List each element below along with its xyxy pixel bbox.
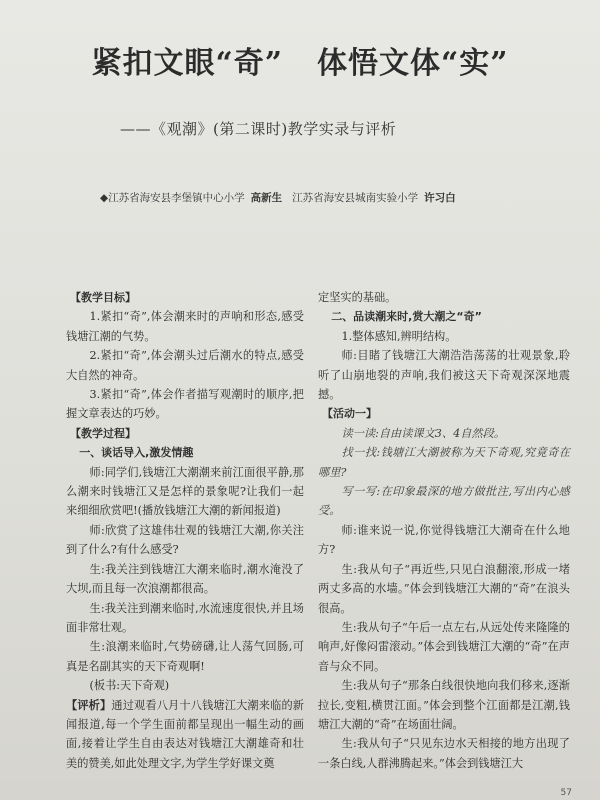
task-read: 读一读:自由读课文3、4自然段。 [341, 426, 505, 440]
page-number: 57 [560, 788, 572, 798]
paragraph: 师:目睹了钱塘江大潮浩浩荡荡的壮观景象,聆听了山崩地裂的声响,我们被这天下奇观深深地震撼。 [318, 349, 570, 402]
task-write: 写一写:在印象最深的地方做批注,写出内心感受。 [318, 485, 570, 518]
paragraph: 生:浪潮来临时,气势磅礴,让人荡气回肠,可真是名副其实的天下奇观啊! [66, 640, 304, 673]
paragraph: 师:欣赏了这雄伟壮观的钱塘江大潮,你关注到了什么?有什么感受? [66, 523, 304, 557]
goal-3: 3.紧扣“奇”,体会作者描写观潮时的顺序,把握文章表达的巧妙。 [66, 388, 304, 421]
author-school-2: 江苏省海安县城南实验小学 [292, 192, 419, 204]
board-note: (板书:天下奇观) [89, 679, 170, 693]
paragraph: 师:同学们,钱塘江大潮潮来前江面很平静,那么潮来时钱塘江又是怎样的景象呢?让我们一起来细细欣赏吧!(播放钱塘江大潮的新闻报道) [66, 465, 304, 518]
section-1-heading: 一、谈话导入,激发情趣 [79, 446, 194, 460]
step-1: 1.整体感知,辨明结构。 [341, 329, 457, 343]
goals-heading: 【教学目标】 [70, 291, 136, 304]
process-heading: 【教学过程】 [70, 426, 136, 440]
paragraph: 生:我从句子“那条白线很快地向我们移来,逐渐拉长,变粗,横贯江面。”体会到整个江面都是江潮,钱塘江大潮的“奇”在场面壮阔。 [318, 679, 570, 731]
left-column [66, 288, 304, 773]
paragraph: 生:我关注到钱塘江大潮来临时,潮水淹没了大坝,而且每一次浪潮都很高。 [66, 562, 304, 596]
author-name-2: 许习白 [424, 192, 456, 204]
author-line [100, 190, 570, 205]
task-find: 找一找:钱塘江大潮被称为天下奇观,究竟奇在哪里? [318, 446, 570, 479]
author-school-1: ◆江苏省海安县李堡镇中心小学 [100, 192, 245, 204]
section-2-heading: 二、品读潮来时,赏大潮之“奇” [331, 310, 482, 324]
paragraph: 定坚实的基础。 [318, 291, 397, 304]
right-column [318, 288, 570, 773]
paragraph: 生:我关注到潮来临时,水流速度很快,并且场面非常壮观。 [66, 601, 304, 634]
article-title [0, 38, 600, 82]
paragraph: 生:我从句子“只见东边水天相接的地方出现了一条白线,人群沸腾起来。”体会到钱塘江大 [318, 737, 570, 770]
goal-2: 2.紧扣“奇”,体会潮头过后潮水的特点,感受大自然的神奇。 [66, 349, 304, 382]
paragraph: 生:我从句子“午后一点左右,从远处传来隆隆的响声,好像闷雷滚动。”体会到钱塘江大潮的“奇”在声音与众不同。 [318, 620, 570, 673]
activity-heading: 【活动一】 [322, 407, 377, 421]
paragraph: 生:我从句子“再近些,只见白浪翻滚,形成一堵两丈多高的水墙。”体会到钱塘江大潮的“奇”在浪头很高。 [318, 562, 570, 615]
comment-paragraph [66, 696, 304, 774]
title-part-2: 体悟文体“实” [317, 46, 509, 81]
goal-1: 1.紧扣“奇”,体会潮来时的声响和形态,感受钱塘江潮的气势。 [66, 310, 304, 343]
article-subtitle: ——《观潮》(第二课时)教学实录与评析 [120, 120, 397, 138]
title-part-1: 紧扣文眼“奇” [91, 46, 283, 81]
comment-text: 通过观看八月十八钱塘江大潮来临的新闻报道,每一个学生面前都呈现出一幅生动的画面,接着让学生自由表达对钱塘江大潮雄奇和壮美的赞美,如此处理文字,为学生学好课文奠 [66, 698, 304, 770]
comment-tag: 【评析】 [66, 698, 112, 712]
author-name-1: 高新生 [250, 192, 283, 204]
paragraph: 师:谁来说一说,你觉得钱塘江大潮奇在什么地方? [318, 523, 570, 557]
